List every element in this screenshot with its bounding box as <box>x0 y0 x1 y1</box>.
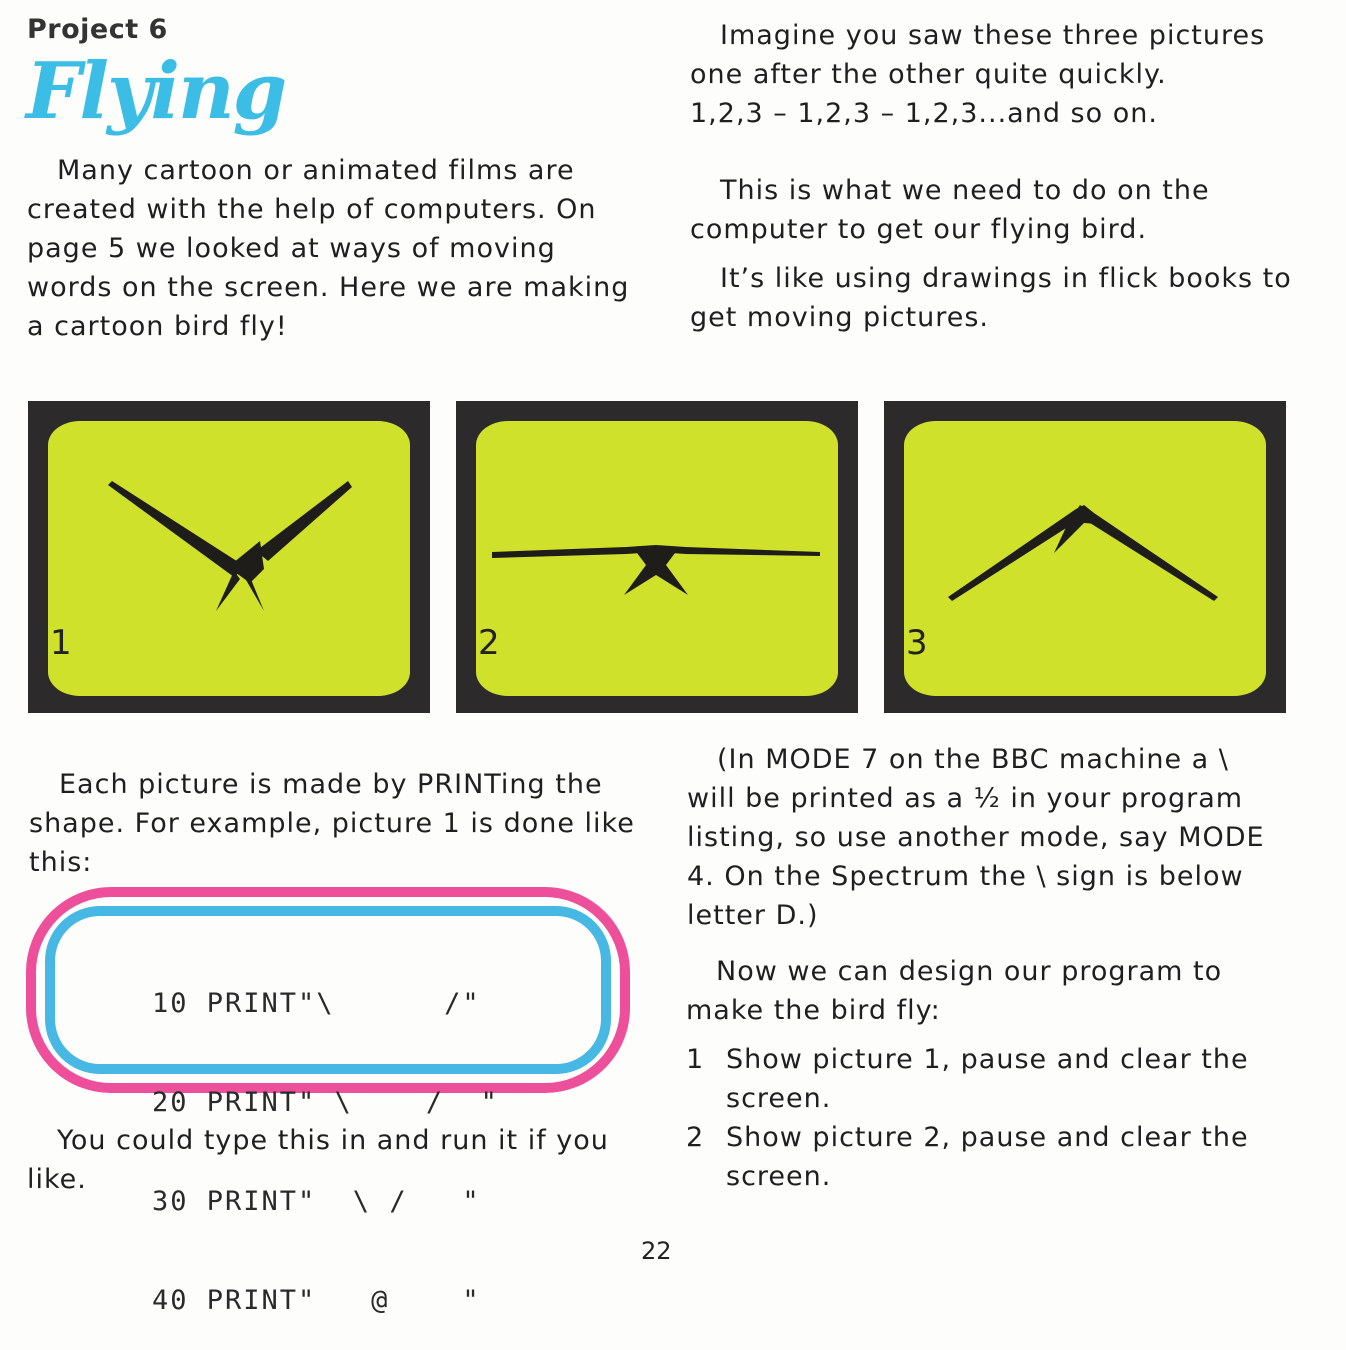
screen-number: 2 <box>478 623 500 663</box>
printing-paragraph <box>29 765 649 882</box>
intro-line: page 5 we looked at ways of moving <box>27 233 556 264</box>
flick-books-paragraph <box>690 259 1310 337</box>
computer-line: This is what we need to do on the <box>720 175 1210 206</box>
design-line: make the bird fly: <box>686 995 941 1026</box>
imagine-line: Imagine you saw these three pictures <box>720 20 1266 51</box>
step-item <box>686 1118 1286 1198</box>
tv-screen-3 <box>884 401 1286 713</box>
step-line: Show picture 2, pause and clear the <box>726 1122 1249 1153</box>
code-line: 40 PRINT" @ " <box>152 1285 481 1316</box>
step-text <box>726 1118 1286 1196</box>
tv-screen-2 <box>456 401 858 713</box>
step-line: Show picture 1, pause and clear the <box>726 1044 1249 1075</box>
mode-note-line: letter D.) <box>687 900 819 931</box>
imagine-line: 1,2,3 – 1,2,3 – 1,2,3...and so on. <box>690 98 1158 129</box>
screen-number: 3 <box>906 623 928 663</box>
imagine-paragraph <box>690 16 1310 133</box>
step-line: screen. <box>726 1083 832 1114</box>
page-title: Flying <box>26 46 286 137</box>
printing-line: Each picture is made by PRINTing the <box>59 769 603 800</box>
step-text <box>726 1040 1286 1118</box>
printing-line: this: <box>29 847 93 878</box>
intro-line: a cartoon bird fly! <box>27 311 288 342</box>
code-line: 20 PRINT" \ / " <box>152 1087 499 1118</box>
code-line: 10 PRINT"\ /" <box>152 988 481 1019</box>
bird-wings-up-icon <box>28 401 430 713</box>
project-label: Project 6 <box>27 14 168 45</box>
computer-paragraph <box>690 171 1310 249</box>
intro-line: Many cartoon or animated films are <box>57 155 575 186</box>
intro-paragraph <box>27 151 647 346</box>
mode-note-paragraph <box>687 740 1307 935</box>
intro-line: created with the help of computers. On <box>27 194 597 225</box>
mode-note-line: will be printed as a ½ in your program <box>687 783 1244 814</box>
step-item <box>686 1040 1286 1120</box>
type-it-paragraph <box>27 1121 647 1199</box>
step-line: screen. <box>726 1161 832 1192</box>
imagine-line: one after the other quite quickly. <box>690 59 1167 90</box>
design-paragraph <box>686 952 1306 1030</box>
step-number: 1 <box>686 1044 705 1075</box>
bird-wings-level-icon <box>456 401 858 713</box>
screen-number: 1 <box>50 623 72 663</box>
mode-note-line: (In MODE 7 on the BBC machine a \ <box>717 744 1229 775</box>
mode-note-line: listing, so use another mode, say MODE <box>687 822 1265 853</box>
design-line: Now we can design our program to <box>716 956 1223 987</box>
flick-books-line: get moving pictures. <box>690 302 990 333</box>
type-it-line: You could type this in and run it if you <box>57 1125 609 1156</box>
computer-line: computer to get our flying bird. <box>690 214 1148 245</box>
page-number: 22 <box>641 1237 672 1265</box>
type-it-line: like. <box>27 1164 87 1195</box>
printing-line: shape. For example, picture 1 is done like <box>29 808 635 839</box>
bird-wings-down-icon <box>884 401 1286 713</box>
intro-line: words on the screen. Here we are making <box>27 272 630 303</box>
step-number: 2 <box>686 1122 705 1153</box>
flick-books-line: It’s like using drawings in flick books to <box>720 263 1292 294</box>
mode-note-line: 4. On the Spectrum the \ sign is below <box>687 861 1244 892</box>
code-line: 30 PRINT" \ / " <box>152 1186 481 1217</box>
tv-screen-1 <box>28 401 430 713</box>
